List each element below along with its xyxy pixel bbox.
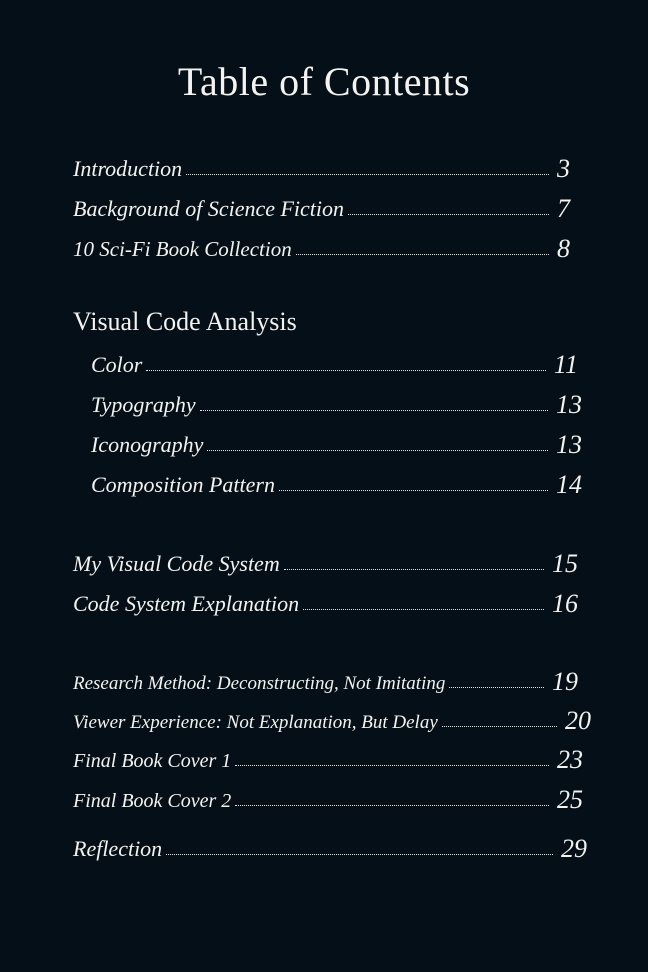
toc-entry-label: Reflection [73,836,163,861]
toc-entry-page: 13 [556,430,582,459]
toc-entry-label: 10 Sci-Fi Book Collection [73,237,292,261]
dot-leader [303,609,544,610]
toc-entry-final-cover-2 [73,783,583,813]
toc-entry-label: Final Book Cover 1 [73,750,232,772]
dot-leader [296,254,549,255]
toc-entry-page: 23 [557,745,583,774]
toc-entry-page: 14 [556,470,582,499]
toc-entry-final-cover-1 [73,743,583,773]
dot-leader [235,805,549,806]
toc-entry-page: 29 [561,834,587,863]
toc-entry-page: 11 [553,350,578,379]
dot-leader [348,214,549,215]
toc-entry-label: My Visual Code System [73,551,280,576]
toc-entry-label: Viewer Experience: Not Explanation, But Delay [73,712,438,733]
dot-leader [186,174,549,175]
toc-entry-introduction [73,152,570,182]
toc-entry-background [73,192,570,222]
toc-entry-page: 20 [565,706,591,735]
toc-entry-label: Color [91,352,143,377]
page-title: Table of Contents [177,59,471,104]
dot-leader [207,450,548,451]
toc-entry-label: Introduction [73,156,183,181]
toc-entry-label: Research Method: Deconstructing, Not Imitating [73,673,446,694]
toc-entry-iconography [91,428,582,458]
toc-entry-page: 19 [552,667,578,696]
section-heading: Visual Code Analysis [73,307,297,336]
toc-entry-page: 3 [557,154,570,183]
toc-entry-page: 8 [557,234,570,263]
toc-entry-reflection [73,832,587,862]
toc-entry-research-method [73,665,578,695]
toc-entry-collection [73,232,570,262]
toc-entry-page: 7 [557,194,570,223]
toc-entry-color [91,348,578,378]
toc-entry-page: 15 [552,549,578,578]
dot-leader [166,854,553,855]
dot-leader [279,490,548,491]
dot-leader [146,370,546,371]
toc-entry-label: Iconography [91,432,204,457]
dot-leader [449,687,544,688]
toc-entry-label: Background of Science Fiction [73,196,345,221]
toc-entry-viewer-experience [73,704,591,734]
dot-leader [200,410,548,411]
toc-entry-label: Code System Explanation [73,591,300,616]
toc-entry-label: Typography [91,392,196,417]
dot-leader [284,569,544,570]
toc-entry-page: 13 [556,390,582,419]
toc-entry-page: 16 [552,589,578,618]
toc-entry-typography [91,388,582,418]
toc-entry-label: Composition Pattern [91,472,275,497]
toc-entry-label: Final Book Cover 2 [73,790,232,812]
toc-entry-page: 25 [557,785,583,814]
dot-leader [442,726,557,727]
toc-entry-composition [91,468,582,498]
toc-entry-visual-code-system [73,547,578,577]
toc-entry-code-system-explanation [73,587,578,617]
dot-leader [235,765,549,766]
